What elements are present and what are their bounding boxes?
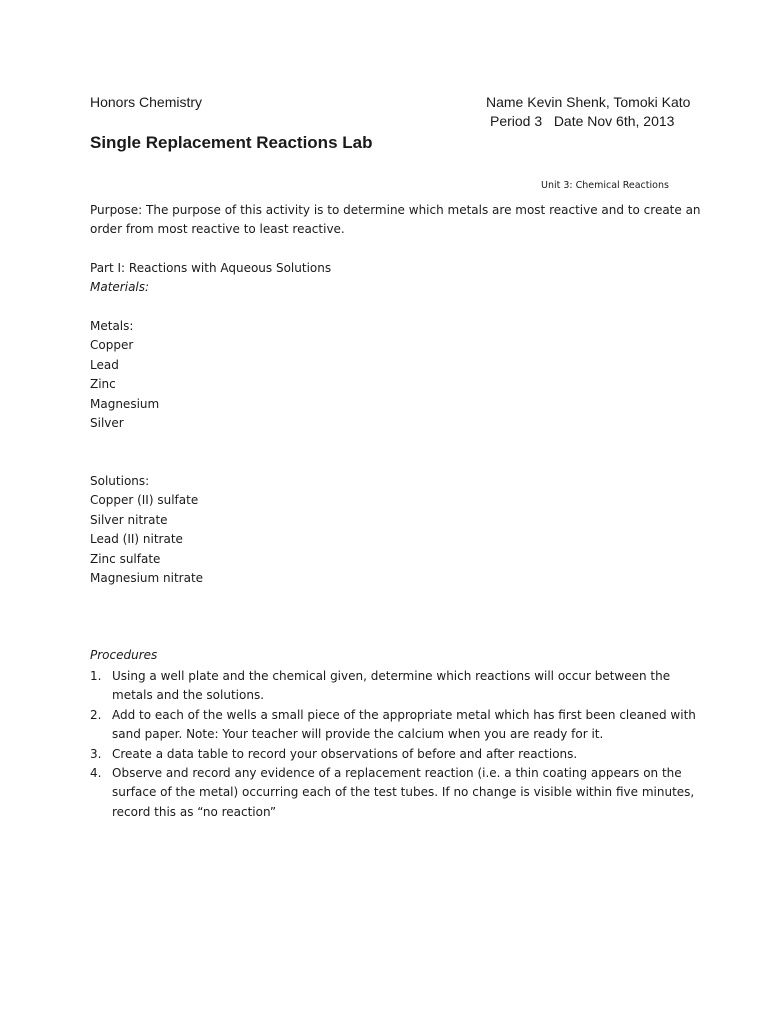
list-item: Magnesium nitrate	[90, 570, 204, 585]
solutions-list	[90, 472, 203, 588]
list-item: Lead (II) nitrate	[90, 532, 183, 547]
step-number: 2.	[90, 708, 102, 722]
period-date: Period 3 Date Nov 6th, 2013	[490, 113, 675, 129]
step-line: Create a data table to record your observations of before and after reactions.	[112, 747, 578, 761]
unit-label: Unit 3: Chemical Reactions	[541, 180, 669, 191]
materials-label: Materials:	[90, 280, 150, 294]
purpose-line-2: order from most reactive to least reactive.	[90, 222, 345, 236]
solutions-label: Solutions:	[90, 474, 150, 488]
list-item: Magnesium	[90, 396, 160, 411]
step-number: 3.	[90, 747, 102, 761]
step-text	[112, 667, 682, 706]
metals-list	[90, 317, 159, 433]
step-line: record this as “no reaction”	[112, 804, 277, 819]
student-names: Name Kevin Shenk, Tomoki Kato	[486, 94, 691, 110]
step-text	[112, 764, 695, 822]
purpose-line-1: Purpose: The purpose of this activity is to determine which metals are most reactive and to create an	[90, 203, 701, 217]
list-item: Silver	[90, 415, 124, 430]
part1-heading: Part I: Reactions with Aqueous Solutions	[90, 261, 332, 275]
list-item: Lead	[90, 357, 119, 372]
step-line: Observe and record any evidence of a replacement reaction (i.e. a thin coating appears on the	[112, 766, 682, 780]
list-item: Silver nitrate	[90, 512, 168, 527]
step-line: surface of the metal) occurring each of the test tubes. If no change is visible within five minutes,	[112, 785, 695, 800]
step-text	[112, 745, 682, 764]
step-line: metals and the solutions.	[112, 688, 265, 703]
step-text	[112, 706, 696, 745]
step-line: Using a well plate and the chemical given, determine which reactions will occur between the	[112, 669, 671, 683]
metals-label: Metals:	[90, 319, 134, 333]
step-number: 1.	[90, 669, 102, 683]
list-item: Zinc sulfate	[90, 551, 161, 566]
step-number: 4.	[90, 766, 102, 780]
document-title: Single Replacement Reactions Lab	[90, 133, 373, 152]
step-line: sand paper. Note: Your teacher will provide the calcium when you are ready for it.	[112, 727, 604, 742]
list-item: Zinc	[90, 377, 116, 392]
list-item: Copper (II) sulfate	[90, 493, 199, 508]
course-name: Honors Chemistry	[90, 94, 203, 110]
step-line: Add to each of the wells a small piece of the appropriate metal which has first been cleaned with	[112, 708, 696, 722]
list-item: Copper	[90, 338, 134, 353]
procedures-label: Procedures	[90, 648, 158, 662]
